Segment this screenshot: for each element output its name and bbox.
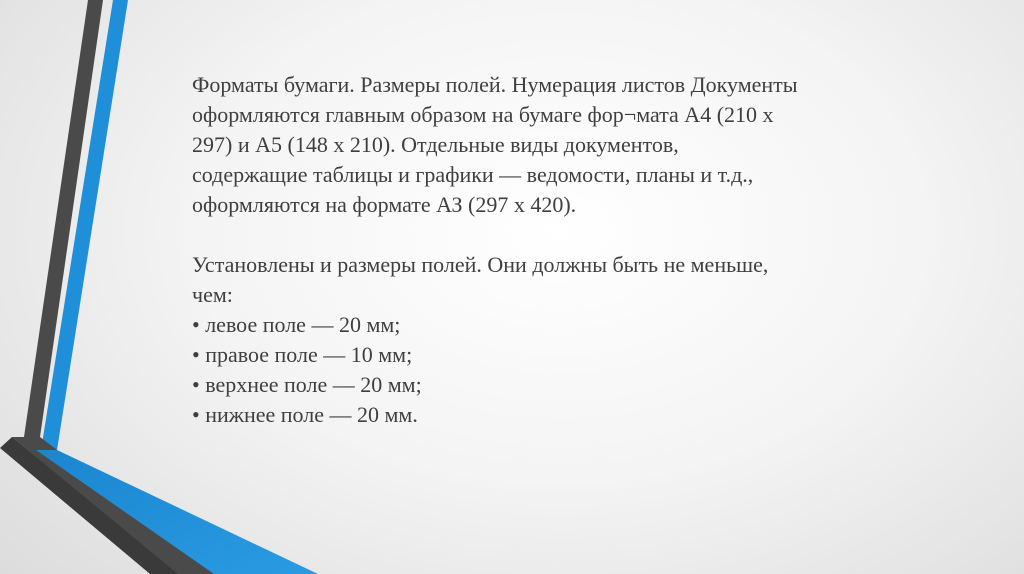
- text-line: Установлены и размеры полей. Они должны быть не меньше,: [192, 252, 769, 277]
- list-item-bottom-margin: • нижнее поле — 20 мм.: [192, 402, 418, 427]
- text-line: Форматы бумаги. Размеры полей. Нумерация листов Документы: [192, 72, 798, 97]
- text-line: содержащие таблицы и графики — ведомости, планы и т.д.,: [192, 162, 754, 187]
- slide-text: [192, 70, 912, 430]
- list-item-top-margin: • верхнее поле — 20 мм;: [192, 372, 422, 397]
- list-item-left-margin: • левое поле — 20 мм;: [192, 312, 401, 337]
- paragraph-margins: [192, 250, 912, 430]
- list-item-right-margin: • правое поле — 10 мм;: [192, 342, 413, 367]
- text-line: 297) и А5 (148 х 210). Отдельные виды документов,: [192, 132, 679, 157]
- text-line: чем:: [192, 282, 233, 307]
- text-line: оформляются на формате АЗ (297 х 420).: [192, 192, 577, 217]
- paragraph-paper-formats: [192, 70, 912, 220]
- text-line: оформляются главным образом на бумаге фор¬мата А4 (210 х: [192, 102, 774, 127]
